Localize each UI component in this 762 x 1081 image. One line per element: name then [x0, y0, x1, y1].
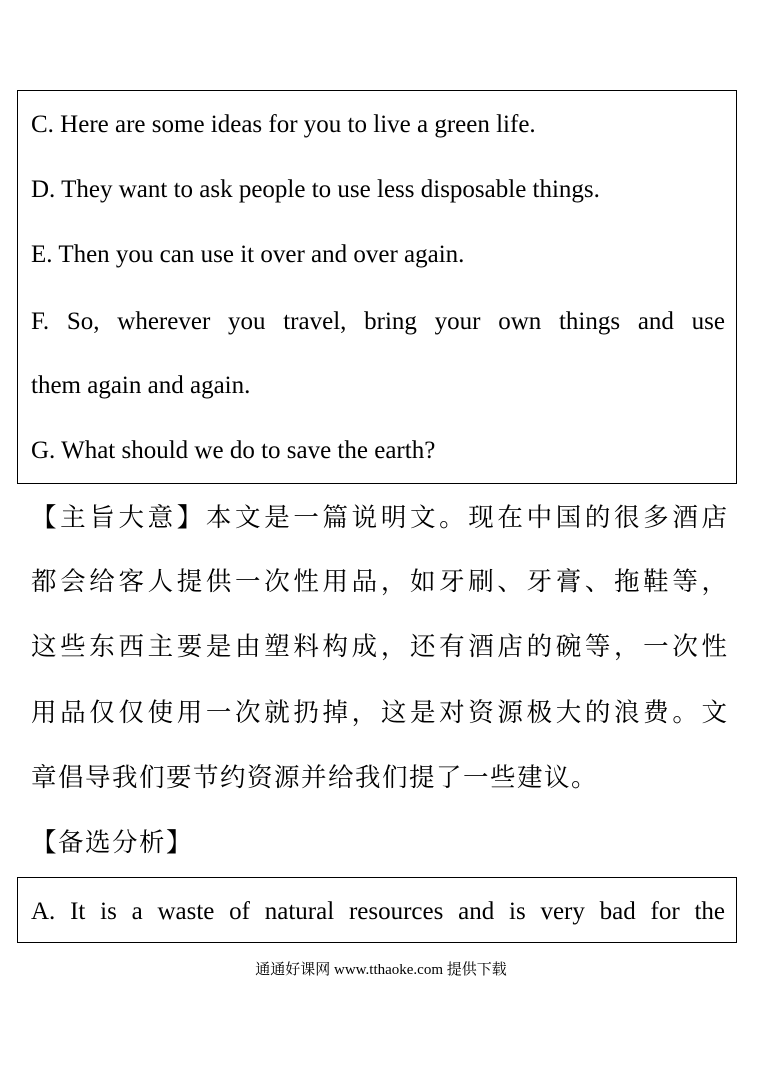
- option-c: C. Here are some ideas for you to live a green life.: [31, 111, 536, 138]
- summary-line-3: 这些东西主要是由塑料构成，还有酒店的碗等，一次性: [31, 632, 727, 661]
- summary-line-5: 章倡导我们要节约资源并给我们提了一些建议。: [31, 763, 599, 792]
- footer-watermark: 通通好课网 www.tthaoke.com 提供下载: [255, 962, 507, 978]
- option-g: G. What should we do to save the earth?: [31, 437, 436, 464]
- option-d: D. They want to ask people to use less disposable things.: [31, 176, 600, 203]
- option-e: E. Then you can use it over and over again.: [31, 241, 465, 268]
- option-a: A. It is a waste of natural resources and is very bad for the: [31, 898, 725, 925]
- option-f-continued: them again and again.: [31, 372, 251, 399]
- option-f: F. So, wherever you travel, bring your own things and use: [31, 308, 725, 335]
- summary-line-1: 【主旨大意】本文是一篇说明文。现在中国的很多酒店: [31, 503, 727, 532]
- analysis-heading: 【备选分析】: [31, 828, 194, 857]
- summary-line-2: 都会给客人提供一次性用品，如牙刷、牙膏、拖鞋等，: [31, 567, 727, 596]
- summary-line-4: 用品仅仅使用一次就扔掉，这是对资源极大的浪费。文: [31, 698, 727, 727]
- options-box: [17, 90, 737, 484]
